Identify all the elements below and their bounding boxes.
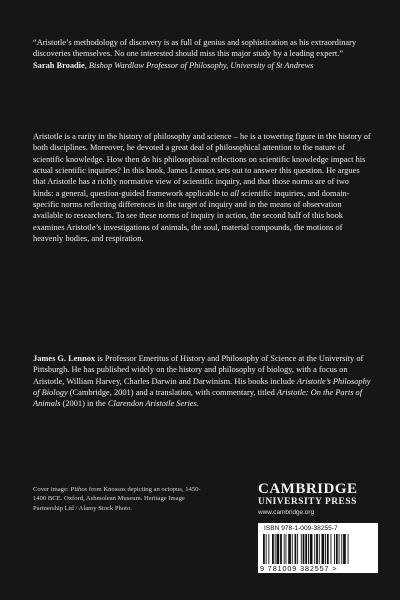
description-emphasis: all	[230, 188, 240, 198]
barcode-panel	[258, 523, 378, 573]
quote-attribution: Sarah Broadie, Bishop Wardlaw Professor of Philosophy, University of St Andrews	[33, 60, 314, 70]
bio-text-1: is Professor Emeritus of History and Philosophy of Science at the University of Pittsburgh. He has published widely on the history and philosophy of biology, with a focus on Aristotle, William Harvey, Charles Darwin and Darwinism. His books include	[33, 354, 364, 386]
publisher-name: CAMBRIDGE	[258, 481, 358, 497]
quote-author-title: Bishop Wardlaw Professor of Philosophy, University of St Andrews	[88, 60, 314, 70]
publisher-press: UNIVERSITY PRESS	[258, 497, 357, 507]
book-title-2: Aristotle: On the Parts of Animals	[33, 388, 363, 409]
isbn-label: ISBN 978-1-009-38255-7	[264, 525, 338, 532]
description-text-2: scientific inquiries, and domain-specific norms reflecting differences in the target of inquiry and in the means of observation available to researchers. To see these norms of inquiry in action, the second half of this book examines Aristotle’s investigations of animals, the soul, material compounds, the motions of heavenly bodies, and respiration.	[33, 188, 350, 244]
bio-text-2: (Cambridge, 2001) and a translation, with commentary, titled	[67, 388, 277, 398]
endorsement-quote	[33, 37, 373, 71]
description-paragraph	[33, 131, 371, 244]
credit-object: Pithos	[70, 486, 88, 493]
book-title-1: Aristotle’s Philosophy of Biology	[33, 376, 371, 398]
cover-image-credit	[33, 485, 208, 513]
bio-text-4: .	[196, 399, 199, 409]
bio-paragraph	[33, 353, 371, 410]
barcode-icon	[263, 534, 373, 564]
barcode-digits: 9 781009 382557 >	[260, 564, 338, 573]
quote-author: Sarah Broadie	[33, 60, 85, 70]
author-bio	[33, 353, 371, 410]
author-name: James G. Lennox	[33, 354, 96, 363]
series-title: Clarendon Aristotle Series	[107, 399, 197, 409]
description-text-1: Aristotle is a rarity in the history of philosophy and science – he is a towering figure in the history of both disciplines. Moreover, he devoted a great deal of philosophical attention to the nature of scientific knowledge. How then do his philosophical reflections on scientific knowledge impact his actual scientific inquiries? In this book, James Lennox sets out to answer this question. He argues that Aristotle has a richly normative view of scientific inquiry, and that those norms are of two kinds: a general, question-guided framework applicable to	[33, 132, 371, 198]
publisher-url: www.cambridge.org	[258, 509, 315, 516]
credit-prefix: Cover image:	[33, 486, 71, 493]
book-description	[33, 131, 371, 244]
bio-text-3: (2001) in the	[60, 399, 108, 409]
publisher-block	[258, 482, 378, 572]
quote-text: “Aristotle’s methodology of discovery is as full of genius and sophistication as his extraordinary discoveries themselves. No one interested should miss this major study by a leading expert.”	[33, 38, 357, 59]
credit-text: from Knossos depicting an octopus, 1450-1400 BCE. Oxford, Ashmolean Museum. Heritage Image Partnership Ltd / Alamy Stock Photo.	[33, 486, 201, 512]
